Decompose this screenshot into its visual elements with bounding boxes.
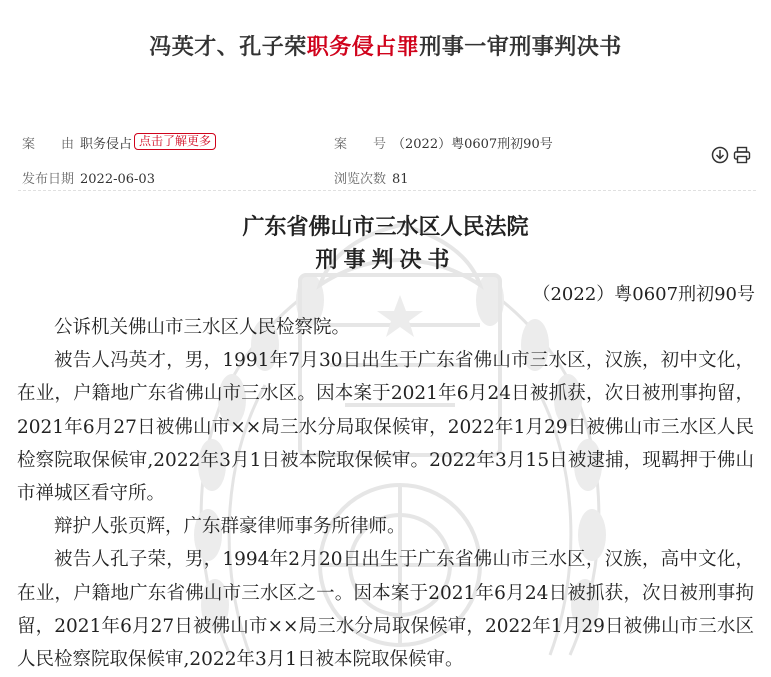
page-title bbox=[0, 30, 771, 61]
meta-views bbox=[334, 168, 409, 187]
download-icon[interactable] bbox=[711, 146, 729, 164]
toolbar bbox=[711, 146, 751, 164]
meta-caseno-label: 案 号 bbox=[334, 137, 387, 152]
title-doc-kind: 刑事一审刑事判决书 bbox=[419, 34, 622, 60]
document-body bbox=[17, 311, 754, 676]
court-name: 广东省佛山市三水区人民法院 bbox=[242, 214, 529, 240]
title-charge[interactable]: 职务侵占罪 bbox=[306, 34, 420, 60]
learn-more-button[interactable]: 点击了解更多 bbox=[134, 133, 216, 150]
meta-caseno-value: （2022）粤0607刑初90号 bbox=[392, 137, 553, 152]
meta-date bbox=[22, 168, 155, 187]
paragraph: 被告人孔子荣，男，1994年2月20日出生于广东省佛山市三水区，汉族，高中文化，在业，户籍地广东省佛山市三水区之一。因本案于2021年6月24日被抓获，次日被刑事拘留，2021年6月27日被佛山市××局三水分局取保候审，2022年1月29日被佛山市三水区人民检察院取保候审,2022年3月1日被本院取保候审。 bbox=[17, 549, 754, 671]
paragraph: 被告人冯英才，男，1991年7月30日出生于广东省佛山市三水区，汉族，初中文化，在业，户籍地广东省佛山市三水区。因本案于2021年6月24日被抓获，次日被刑事拘留，2021年6月27日被佛山市××局三水分局取保候审，2022年1月29日被佛山市三水区人民检察院取保候审,2022年3月1日被本院取保候审。2022年3月15日被逮捕，现羁押于佛山市禅城区看守所。 bbox=[17, 350, 754, 505]
meta-cause-label: 案 由 bbox=[22, 137, 75, 152]
meta-views-value: 81 bbox=[392, 172, 409, 187]
meta-date-label: 发布日期 bbox=[22, 172, 75, 187]
paragraph: 公诉机关佛山市三水区人民检察院。 bbox=[54, 317, 351, 338]
title-defendants: 冯英才、孔子荣 bbox=[149, 34, 307, 60]
case-number: （2022）粤0607刑初90号 bbox=[532, 284, 755, 305]
printer-icon[interactable] bbox=[733, 146, 751, 164]
meta-date-value: 2022-06-03 bbox=[80, 172, 155, 187]
meta-views-label: 浏览次数 bbox=[334, 172, 387, 187]
meta-cause-value: 职务侵占 bbox=[80, 137, 133, 152]
meta-caseno bbox=[334, 133, 553, 152]
header-divider bbox=[18, 190, 756, 191]
meta-cause bbox=[22, 133, 216, 153]
paragraph: 辩护人张页辉，广东群豪律师事务所律师。 bbox=[54, 516, 406, 538]
document-type: 刑事判决书 bbox=[315, 247, 456, 273]
